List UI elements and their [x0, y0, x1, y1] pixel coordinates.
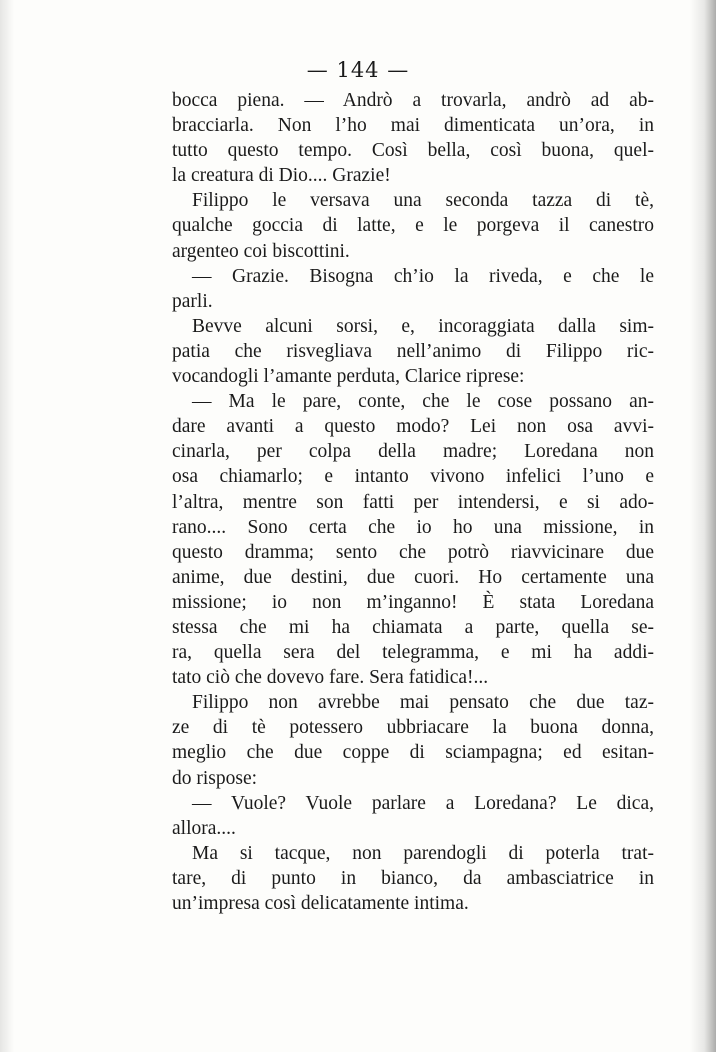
- text-line: meglio che due coppe di sciampagna; ed esitan-: [172, 742, 654, 764]
- page-left-shadow: [0, 0, 14, 1052]
- text-line: dare avanti a questo modo? Lei non osa avvi-: [172, 416, 654, 438]
- text-line: osa chiamarlo; e intanto vivono infelici l’uno e: [172, 466, 654, 488]
- text-line: ra, quella sera del telegramma, e mi ha addi-: [172, 642, 654, 664]
- text-line: do rispose:: [172, 767, 258, 789]
- text-line: parli.: [172, 290, 213, 312]
- text-line: stessa che mi ha chiamata a parte, quella se-: [172, 616, 654, 638]
- page-right-shadow: [690, 0, 716, 1052]
- text-line: tare, di punto in bianco, da ambasciatrice in: [172, 867, 654, 889]
- text-line: vocandogli l’amante perduta, Clarice riprese:: [172, 366, 525, 388]
- text-line: Ma si tacque, non parendogli di poterla trat-: [192, 842, 654, 864]
- text-line: questo dramma; sento che potrò riavvicinare due: [172, 541, 654, 563]
- text-line: Bevve alcuni sorsi, e, incoraggiata dalla sim-: [192, 315, 654, 337]
- text-line: bocca piena. — Andrò a trovarla, andrò ad ab-: [172, 90, 654, 111]
- text-line: argenteo coi biscottini.: [172, 240, 350, 262]
- text-line: — Grazie. Bisogna ch’io la riveda, e che le: [192, 265, 654, 287]
- text-line: ze di tè potessero ubbriacare la buona donna,: [172, 717, 654, 739]
- text-line: tato ciò che dovevo fare. Sera fatidica!...: [172, 667, 489, 689]
- text-line: anime, due destini, due cuori. Ho certamente una: [172, 566, 654, 588]
- text-line: — Ma le pare, conte, che le cose possano an-: [192, 391, 654, 413]
- page-number: — 144 —: [306, 58, 410, 82]
- text-line: la creatura di Dio.... Grazie!: [172, 165, 391, 187]
- text-line: cinarla, per colpa della madre; Loredana non: [172, 441, 654, 463]
- text-line: Filippo le versava una seconda tazza di tè,: [192, 190, 654, 212]
- text-line: qualche goccia di latte, e le porgeva il canestro: [172, 215, 654, 237]
- text-line: patia che risvegliava nell’animo di Filippo ric-: [172, 340, 654, 362]
- text-line: — Vuole? Vuole parlare a Loredana? Le dica,: [192, 792, 654, 814]
- text-line: un’impresa così delicatamente intima.: [172, 893, 469, 914]
- text-line: bracciarla. Non l’ho mai dimenticata un’ora, in: [172, 115, 654, 137]
- text-line: missione; io non m’inganno! È stata Loredana: [172, 591, 654, 613]
- body-text: [172, 88, 654, 916]
- text-line: l’altra, mentre son fatti per intendersi, e si ado-: [172, 491, 654, 513]
- text-line: rano.... Sono certa che io ho una missione, in: [172, 516, 654, 538]
- text-line: allora....: [172, 817, 236, 839]
- text-line: Filippo non avrebbe mai pensato che due taz-: [192, 692, 654, 714]
- text-line: tutto questo tempo. Così bella, così buona, quel-: [172, 140, 654, 162]
